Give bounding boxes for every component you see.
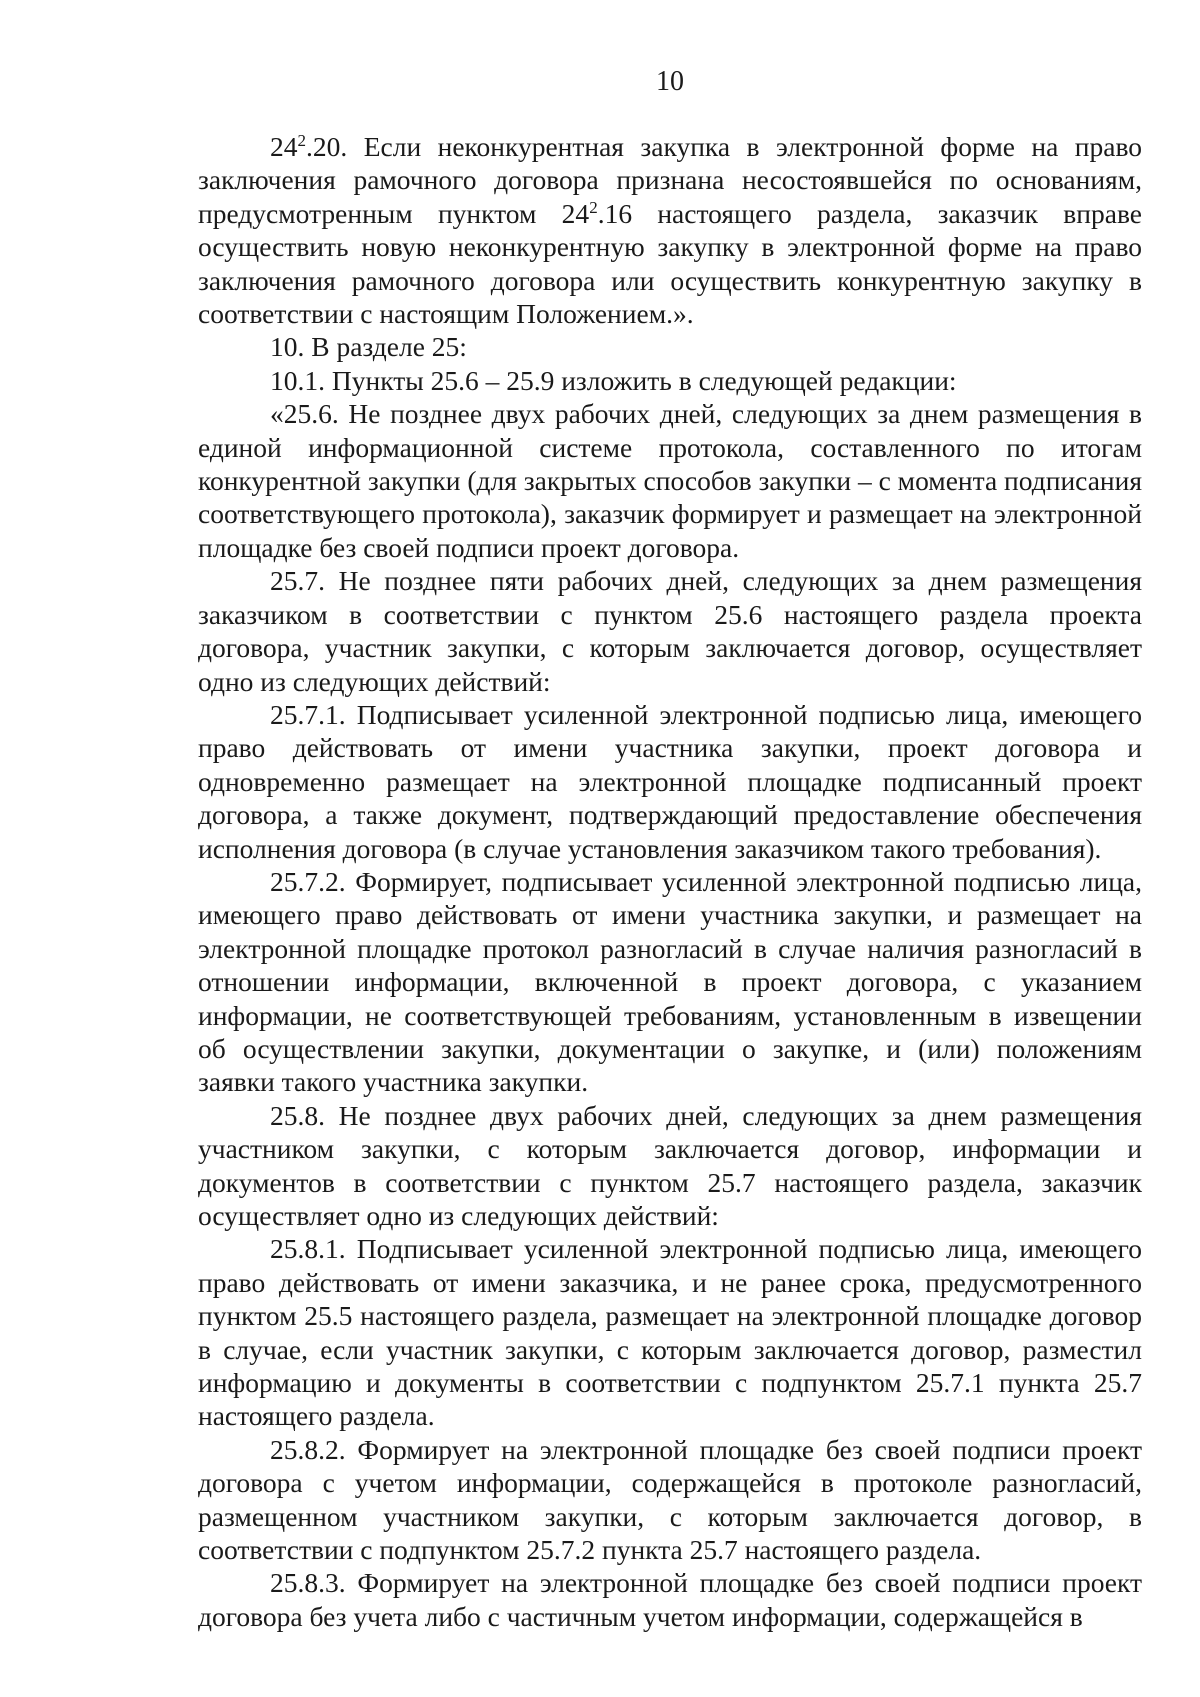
document-body: [198, 130, 1142, 1633]
paragraph-25-7: 25.7. Не позднее пяти рабочих дней, следующих за днем размещения заказчиком в соответствии с пунктом 25.6 настоящего раздела проекта договора, участник закупки, с которым заключается договор, осуществляет одно из следующих действий:: [198, 565, 1142, 697]
paragraph-25-6: «25.6. Не позднее двух рабочих дней, следующих за днем размещения в единой информационной системе протокола, составленного по итогам конкурентной закупки (для закрытых способов закупки – с момента подписания соответствующего протокола), заказчик формирует и размещает на электронной площадке без своей подписи проект договора.: [198, 398, 1142, 563]
paragraph-25-8-3: 25.8.3. Формирует на электронной площадке без своей подписи проект договора без учета либо с частичным учетом информации, содержащейся в: [198, 1567, 1142, 1632]
reference-superscript: 2: [589, 197, 598, 217]
clause-superscript: 2: [297, 131, 306, 150]
paragraph-25-8-2: 25.8.2. Формирует на электронной площадке без своей подписи проект договора с учетом информации, содержащейся в протоколе разногласий, размещенном участником закупки, с которым заключается договор, в соответствии с подпунктом 25.7.2 пункта 25.7 настоящего раздела.: [198, 1433, 1142, 1566]
paragraph-24-2-20: [198, 130, 1142, 330]
paragraph-item-10: 10. В разделе 25:: [270, 331, 467, 363]
paragraph-text: .16 настоящего раздела, заказчик вправе осуществить новую неконкурентную закупку в электронной форме на право заключения рамочного договора или осуществить конкурентную закупку в соответствии с настоящим Положением.».: [198, 197, 1142, 330]
paragraph-25-8: 25.8. Не позднее двух рабочих дней, следующих за днем размещения участником закупки, с которым заключается договор, информации и документов в соответствии с пунктом 25.7 настоящего раздела, заказчик осуществляет одно из следующих действий:: [198, 1099, 1142, 1231]
paragraph-25-8-1: 25.8.1. Подписывает усиленной электронной подписью лица, имеющего право действовать от имени заказчика, и не ранее срока, предусмотренного пунктом 25.5 настоящего раздела, размещает на электронной площадке договор в случае, если участник закупки, с которым заключается договор, разместил информацию и документы в соответствии с подпунктом 25.7.1 пункта 25.7 настоящего раздела.: [198, 1233, 1142, 1432]
paragraph-25-7-2: 25.7.2. Формирует, подписывает усиленной электронной подписью лица, имеющего право действовать от имени участника закупки, и размещает на электронной площадке протокол разногласий в случае наличия разногласий в отношении информации, включенной в проект договора, с указанием информации, не соответствующей требованиям, установленным в извещении об осуществлении закупки, документации о закупке, и (или) положениям заявки такого участника закупки.: [198, 865, 1142, 1098]
paragraph-item-10-1: 10.1. Пункты 25.6 – 25.9 изложить в следующей редакции:: [270, 364, 957, 396]
clause-number: 24: [270, 131, 298, 162]
page-number: 10: [656, 66, 684, 97]
paragraph-text: .20. Если неконкурентная закупка в электронной форме на право заключения рамочного договора признана несостоявшейся по основаниям, предусмотренным пунктом 24: [198, 131, 1142, 229]
paragraph-25-7-1: 25.7.1. Подписывает усиленной электронной подписью лица, имеющего право действовать от имени участника закупки, проект договора и одновременно размещает на электронной площадке подписанный проект договора, а также документ, подтверждающий предоставление обеспечения исполнения договора (в случае установления заказчиком такого требования).: [198, 698, 1142, 864]
